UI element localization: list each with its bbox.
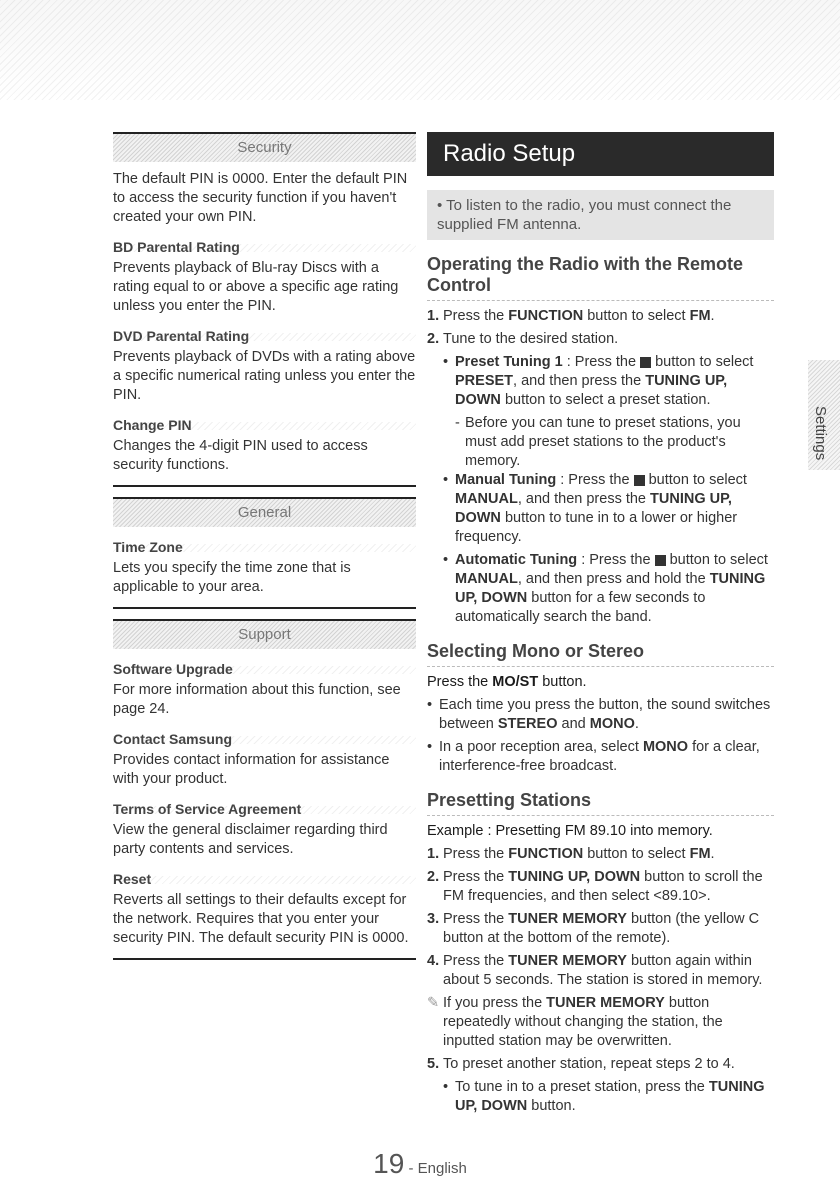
- general-heading: General: [113, 497, 416, 527]
- top-decorative-band: [0, 0, 840, 100]
- presetting-example: Example : Presetting FM 89.10 into memory.: [427, 823, 713, 839]
- security-heading: Security: [113, 132, 416, 162]
- heading-rule: [427, 815, 774, 816]
- preset-step-5: 5. To preset another station, repeat steps 2 to 4.: [427, 1056, 735, 1072]
- mono-stereo-heading: Selecting Mono or Stereo: [427, 641, 645, 661]
- reset-text: Reverts all settings to their defaults except for the network. Requires that you enter your security PIN. The default security PIN is 0000.: [113, 892, 409, 946]
- section-divider: [113, 485, 416, 487]
- radio-setup-banner: Radio Setup: [427, 132, 774, 176]
- preset-step-3: 3. Press the TUNER MEMORY button (the yellow C button at the bottom of the remote).: [427, 911, 760, 946]
- time-zone-text: Lets you specify the time zone that is applicable to your area.: [113, 560, 351, 595]
- stop-button-icon: [655, 555, 666, 566]
- automatic-tuning-bullet: • Automatic Tuning : Press the button to select MANUAL, and then press and hold the TUNING UP, DOWN button for a few seconds to automatically search the band.: [443, 552, 768, 625]
- change-pin-title: Change PIN: [113, 417, 416, 433]
- footer-language: - English: [404, 1160, 467, 1177]
- antenna-note: • To listen to the radio, you must connect the supplied FM antenna.: [427, 190, 774, 240]
- preset-tuning-bullet: • Preset Tuning 1 : Press the button to select PRESET, and then press the TUNING UP, DOWN button to select a preset station.: [443, 354, 754, 408]
- bd-parental-rating-title: BD Parental Rating: [113, 239, 416, 255]
- stop-button-icon: [640, 357, 651, 368]
- note-bullet-icon: •: [437, 197, 447, 214]
- stop-button-icon: [634, 475, 645, 486]
- heading-rule: [427, 300, 774, 301]
- operating-radio-heading: Operating the Radio with the Remote Control: [427, 254, 744, 295]
- terms-of-service-text: View the general disclaimer regarding third party contents and services.: [113, 822, 388, 857]
- note-pencil-icon: ✎: [427, 995, 440, 1011]
- change-pin-text: Changes the 4-digit PIN used to access security functions.: [113, 438, 368, 473]
- reset-title: Reset: [113, 871, 416, 887]
- preset-step-2: 2. Press the TUNING UP, DOWN button to scroll the FM frequencies, and then select <89.10>.: [427, 869, 763, 904]
- manual-tuning-bullet: • Manual Tuning : Press the button to select MANUAL, and then press the TUNING UP, DOWN button to tune in to a lower or higher frequency.: [443, 472, 747, 545]
- right-column: [427, 132, 774, 1120]
- software-upgrade-title: Software Upgrade: [113, 661, 416, 677]
- left-column: [113, 132, 416, 960]
- dvd-parental-rating-text: Prevents playback of DVDs with a rating above a specific numerical rating unless you enter the PIN.: [113, 349, 416, 403]
- step-1: 1. Press the FUNCTION button to select FM.: [427, 308, 715, 324]
- bd-parental-rating-text: Prevents playback of Blu-ray Discs with a rating equal to or above a specific age rating unless you enter the PIN.: [113, 260, 399, 314]
- page-footer: [0, 1148, 840, 1180]
- support-heading: Support: [113, 619, 416, 649]
- page-number: 19: [373, 1148, 405, 1179]
- contact-samsung-title: Contact Samsung: [113, 731, 416, 747]
- section-divider: [113, 607, 416, 609]
- software-upgrade-text: For more information about this function, see page 24.: [113, 682, 401, 717]
- mono-intro: Press the MO/ST button.: [427, 674, 587, 690]
- presetting-stations-heading: Presetting Stations: [427, 790, 592, 810]
- preset-sub-note: - Before you can tune to preset stations, you must add preset stations to the product's memory.: [455, 415, 741, 469]
- settings-side-tab: Settings: [808, 360, 840, 470]
- dvd-parental-rating-title: DVD Parental Rating: [113, 328, 416, 344]
- security-intro: The default PIN is 0000. Enter the default PIN to access the security function if you haven't created your own PIN.: [113, 171, 408, 225]
- mono-bullet-2: • In a poor reception area, select MONO for a clear, interference-free broadcast.: [427, 739, 760, 774]
- time-zone-title: Time Zone: [113, 539, 416, 555]
- section-divider: [113, 958, 416, 960]
- mono-bullet-1: • Each time you press the button, the sound switches between STEREO and MONO.: [427, 697, 771, 732]
- preset-step-5-bullet: • To tune in to a preset station, press the TUNING UP, DOWN button.: [443, 1079, 765, 1114]
- heading-rule: [427, 666, 774, 667]
- presetting-note: ✎ If you press the TUNER MEMORY button repeatedly without changing the station, the inputted station may be overwritten.: [427, 995, 723, 1049]
- step-2: 2. Tune to the desired station.: [427, 331, 619, 347]
- preset-step-1: 1. Press the FUNCTION button to select FM.: [427, 846, 715, 862]
- contact-samsung-text: Provides contact information for assistance with your product.: [113, 752, 390, 787]
- preset-step-4: 4. Press the TUNER MEMORY button again within about 5 seconds. The station is stored in memory.: [427, 953, 763, 988]
- terms-of-service-title: Terms of Service Agreement: [113, 801, 416, 817]
